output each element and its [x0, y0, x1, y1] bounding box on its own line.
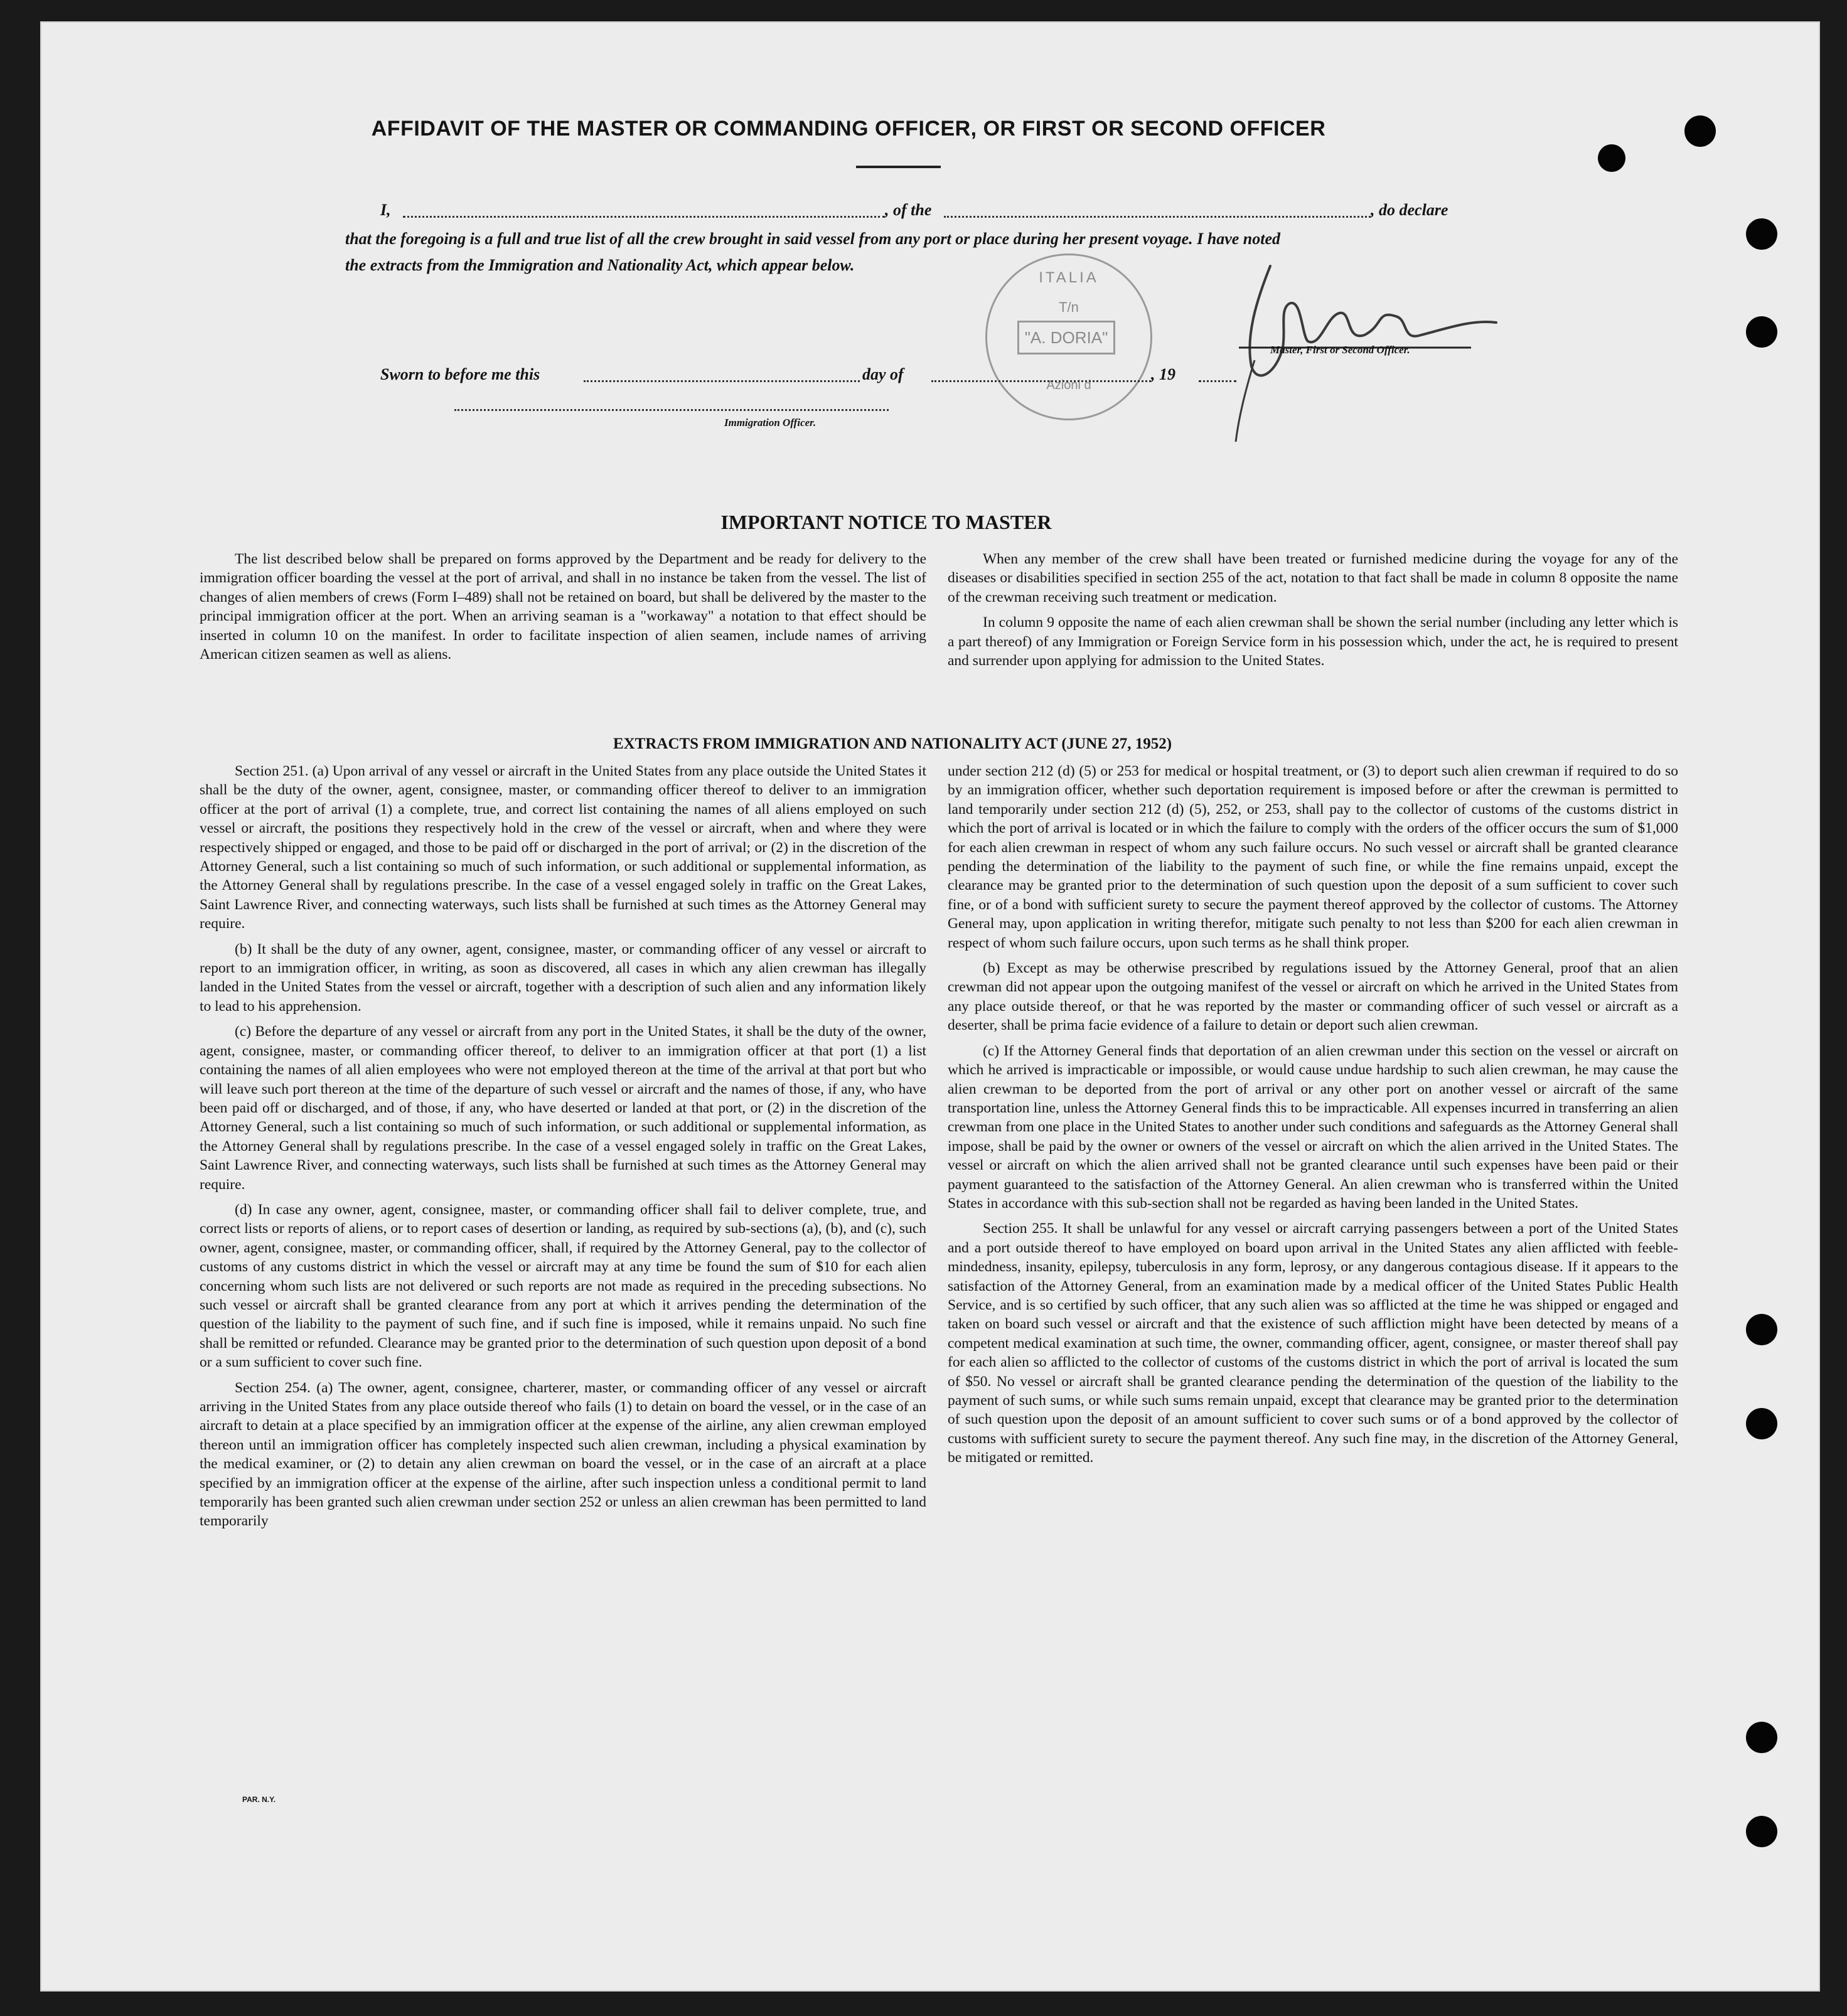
- stamp-middle-text: T/n: [1059, 299, 1079, 315]
- section-251-c: (c) Before the departure of any vessel or aircraft from any port in the United States, it shall be the duty of the owner, agent, consignee, master, or commanding officer thereof, to deliver to an immigration officer at that port (1) a list containing the names of all alien employees who were not employed thereon at the time of the arrival at that port but who will leave such port thereon at the time of the departure of such vessel or aircraft and the names of those, if any, who have been paid off or discharged, and of those, if any, who have deserted or landed at that port, or (2) in the discretion of the Attorney General, such a list containing so much of such information, or such additional or supplemental information, as the Attorney General shall by regulations prescribe. In the case of a vessel engaged solely in traffic on the Great Lakes, Saint Lawrence River, and connecting waterways, such lists shall be furnished at such times as the Attorney General may require.: [200, 1023, 926, 1193]
- year-label: , 19: [1151, 365, 1175, 383]
- printer-code: PAR. N.Y.: [242, 1795, 276, 1804]
- section-254-a: Section 254. (a) The owner, agent, consignee, charterer, master, or commanding officer of any vessel or aircraft arriving in the United States from any place outside thereof who fails (1) to detain on board the vessel, or in the case of an aircraft to detain at a place specified by an immigration officer at the expense of the airline, any alien crewman employed thereon until an immigration officer has completely inspected such alien crewman, including a physical examination by the medical examiner, or (2) to detain any alien crewman on board the vessel, or in the case of an aircraft at a place specified by an immigration officer at the expense of the airline, after such inspection unless a conditional permit to land temporarily has been granted such alien crewman under section 252 or unless an alien crewman has been permitted to land temporarily: [200, 1379, 926, 1530]
- section-251-d: (d) In case any owner, agent, consignee, master, or commanding officer shall fail to deliver complete, true, and correct lists or reports of aliens, or to report cases of desertion or landing, as required by sub-sections (a), (b), and (c), such owner, agent, consignee, master, or commanding officer, shall, if required by the Attorney General, pay to the collector of customs of any customs district in which the vessel or aircraft may at any time be found the sum of $10 for each alien concerning whom such lists are not delivered or such reports are not made as required in the preceding subsections. No such vessel or aircraft shall be granted clearance from any port at which it arrives pending the determination of the question of the liability to the payment of such fine, and if such fine is imposed, while it remains unpaid. No such fine shall be remitted or refunded. Clearance may be granted prior to the determination of such question upon deposit of a bond or a sum sufficient to cover such fine.: [200, 1201, 926, 1371]
- name-blank: [403, 216, 885, 218]
- extracts-title: EXTRACTS FROM IMMIGRATION AND NATIONALITY ACT (JUNE 27, 1952): [613, 735, 1172, 752]
- punch-hole: [1746, 1816, 1777, 1847]
- master-caption: Master, First or Second Officer.: [1270, 344, 1410, 356]
- extracts-left-column: [200, 762, 926, 1537]
- punch-hole: [1746, 1722, 1777, 1753]
- punch-hole: [1746, 218, 1777, 250]
- punch-hole: [1684, 115, 1716, 147]
- section-255: Section 255. It shall be unlawful for any vessel or aircraft carrying passengers between a port of the United States and a port outside thereof to have employed on board upon arrival in the United States any alien afflicted with feeble-mindedness, insanity, epilepsy, tuberculosis in any form, leprosy, or any dangerous contagious disease. If it appears to the satisfaction of the Attorney General, from an examination made by a medical officer of the United States Public Health Service, and is so certified by such officer, that any such alien was so afflicted at the time he was shipped or engaged and taken on board such vessel or aircraft and that the existence of such affliction might have been detected by means of a competent medical examination at such time, the owner, commanding officer, agent, consignee, or master thereof shall pay for each alien so afflicted to the collector of customs of the customs district in which the port of arrival is located the sum of $50. No vessel or aircraft shall be granted clearance pending the determination of the question of the liability to the payment of such sums, or while such sums remain unpaid, except that clearance may be granted prior to the determination of such question upon the deposit of an amount sufficient to cover such sums or of a bond approved by the collector of customs with sufficient surety to secure the payment thereof. Any such fine may, in the discretion of the Attorney General, be mitigated or remitted.: [948, 1220, 1678, 1466]
- extracts-right-column: [948, 762, 1678, 1474]
- notice-title: IMPORTANT NOTICE TO MASTER: [720, 511, 1052, 533]
- affidavit-title: AFFIDAVIT OF THE MASTER OR COMMANDING OFFICER, OR FIRST OR SECOND OFFICER: [371, 117, 1326, 141]
- affidavit-statement-line-3: the extracts from the Immigration and Nationality Act, which appear below.: [345, 256, 855, 274]
- title-underline: [856, 166, 941, 168]
- notice-right-column: [948, 550, 1678, 676]
- affidavit-do-declare-label: , do declare: [1371, 201, 1448, 219]
- section-254-a-continued: under section 212 (d) (5) or 253 for medical or hospital treatment, or (3) to deport such alien crewman if required to do so by an immigration officer, whether such deportation requirement is imposed before or after the crewman is permitted to land temporarily under section 212 (d) (5), 252, or 253, shall pay to the collector of customs of the customs district in which the port of arrival is located or in which the failure to comply with the orders of the officer occurs the sum of $1,000 for each alien crewman in respect of whom any such failure occurs. No such vessel or aircraft shall be granted clearance pending the determination of the liability to the payment of such fine, or while the fine remains unpaid, except the clearance may be granted prior to the determination of such question upon the deposit of a sum sufficient to cover such fine, or of a bond with sufficient surety to secure the payment thereof approved by the collector of customs. The Attorney General may, upon application in writing therefor, mitigate such penalty to not less than $200 for each alien crewman in respect of whom such failure occurs, upon such terms as he shall think proper.: [948, 763, 1678, 951]
- punch-hole: [1746, 1408, 1777, 1439]
- affidavit-of-the-label: , of the: [885, 201, 932, 219]
- section-254-c: (c) If the Attorney General finds that deportation of an alien crewman under this section on the vessel or aircraft on which he arrived is impracticable or impossible, or would cause undue hardship to such alien crewman, he may cause the alien crewman to be deported from the port of arrival or any other port on another vessel or aircraft of the same transportation line, unless the Attorney General finds this to be impracticable. All expenses incurred in transferring an alien crewman from one place in the United States to another under such conditions and safeguards as the Attorney General shall impose, shall be paid by the owner or owners of the vessel or aircraft on which the alien arrived in the United States. The vessel or aircraft on which the alien arrived shall not be granted clearance until such expenses have been paid or their payment guaranteed to the satisfaction of the Attorney General. An alien crewman who is transferred within the United States in accordance with this sub-section shall not be regarded as having been landed in the United States.: [948, 1042, 1678, 1212]
- section-251-b: (b) It shall be the duty of any owner, agent, consignee, master, or commanding officer of any vessel or aircraft to report to an immigration officer, in writing, as soon as discovered, all cases in which any alien crewman has illegally landed in the United States from the vessel or aircraft, together with a description of such alien and any information likely to lead to his apprehension.: [200, 941, 926, 1015]
- punch-hole: [1746, 1314, 1777, 1345]
- stamp-top-text: ITALIA: [1039, 269, 1099, 286]
- officer-signature-blank: [454, 409, 889, 411]
- notice-right-paragraph-1: When any member of the crew shall have been treated or furnished medicine during the voyage for any of the diseases or disabilities specified in section 255 of the act, notation to that fact shall be made in column 8 opposite the name of the crewman receiving such treatment or medication.: [948, 551, 1678, 605]
- punch-hole: [1746, 316, 1777, 348]
- notice-left-column: [200, 550, 926, 670]
- ship-stamp: [985, 253, 1152, 420]
- section-251-a: Section 251. (a) Upon arrival of any vessel or aircraft in the United States from any place outside the United States it shall be the duty of the owner, agent, consignee, master, or commanding officer thereof to deliver to an immigration officer at the port of arrival (1) a complete, true, and correct list containing the names of all aliens employed on such vessel or aircraft, the positions they respectively hold in the crew of the vessel or aircraft, when and where they were respectively shipped or engaged, and those to be paid off or discharged in the port of arrival; or (2) in the discretion of the Attorney General, such a list containing so much of such information, or such additional or supplemental information, as the Attorney General shall by regulations prescribe. In the case of a vessel engaged solely in traffic on the Great Lakes, Saint Lawrence River, and connecting waterways, such lists shall be furnished at such times as the Attorney General may require.: [200, 763, 926, 932]
- stamp-bottom-text: Azioni d: [1046, 378, 1091, 392]
- notice-left-paragraph: The list described below shall be prepared on forms approved by the Department and be ready for delivery to the immigration officer boarding the vessel at the port of arrival, and shall in no instance be taken from the vessel. The list of changes of alien members of crews (Form I–489) shall not be retained on board, but shall be delivered by the master to the principal immigration officer at the port. When an arriving seaman is a "workaway" a notation to that effect should be inserted in column 10 on the manifest. In order to facilitate inspection of alien seamen, include names of arriving American citizen seamen as well as aliens.: [200, 551, 926, 663]
- affidavit-statement-line-2: that the foregoing is a full and true list of all the crew brought in said vessel from any port or place during her present voyage. I have noted: [345, 230, 1281, 248]
- notice-right-paragraph-2: In column 9 opposite the name of each alien crewman shall be shown the serial number (including any letter which is a part thereof) of any Immigration or Foreign Service form in his possession which, under the act, he is required to present and surrender upon applying for admission to the United States.: [948, 614, 1678, 669]
- section-254-b: (b) Except as may be otherwise prescribed by regulations issued by the Attorney General, proof that an alien crewman did not appear upon the outgoing manifest of the vessel or aircraft on which he arrived in the United States from any place outside thereof, or that he was reported by the master or commanding officer of such vessel or aircraft as a deserter, shall be prima facie evidence of a failure to detain or deport such alien crewman.: [948, 960, 1678, 1034]
- officer-caption: Immigration Officer.: [724, 417, 816, 429]
- sworn-label: Sworn to before me this: [380, 365, 540, 383]
- sworn-month-blank: [931, 380, 1151, 382]
- vessel-blank: [944, 216, 1371, 218]
- punch-hole: [1598, 144, 1625, 172]
- stamp-ship-name: "A. DORIA": [1017, 321, 1115, 355]
- year-blank: [1199, 380, 1236, 382]
- document-page: [40, 21, 1820, 1992]
- affidavit-i-label: I,: [380, 201, 391, 219]
- sworn-day-blank: [584, 380, 860, 382]
- day-of-label: day of: [862, 365, 904, 383]
